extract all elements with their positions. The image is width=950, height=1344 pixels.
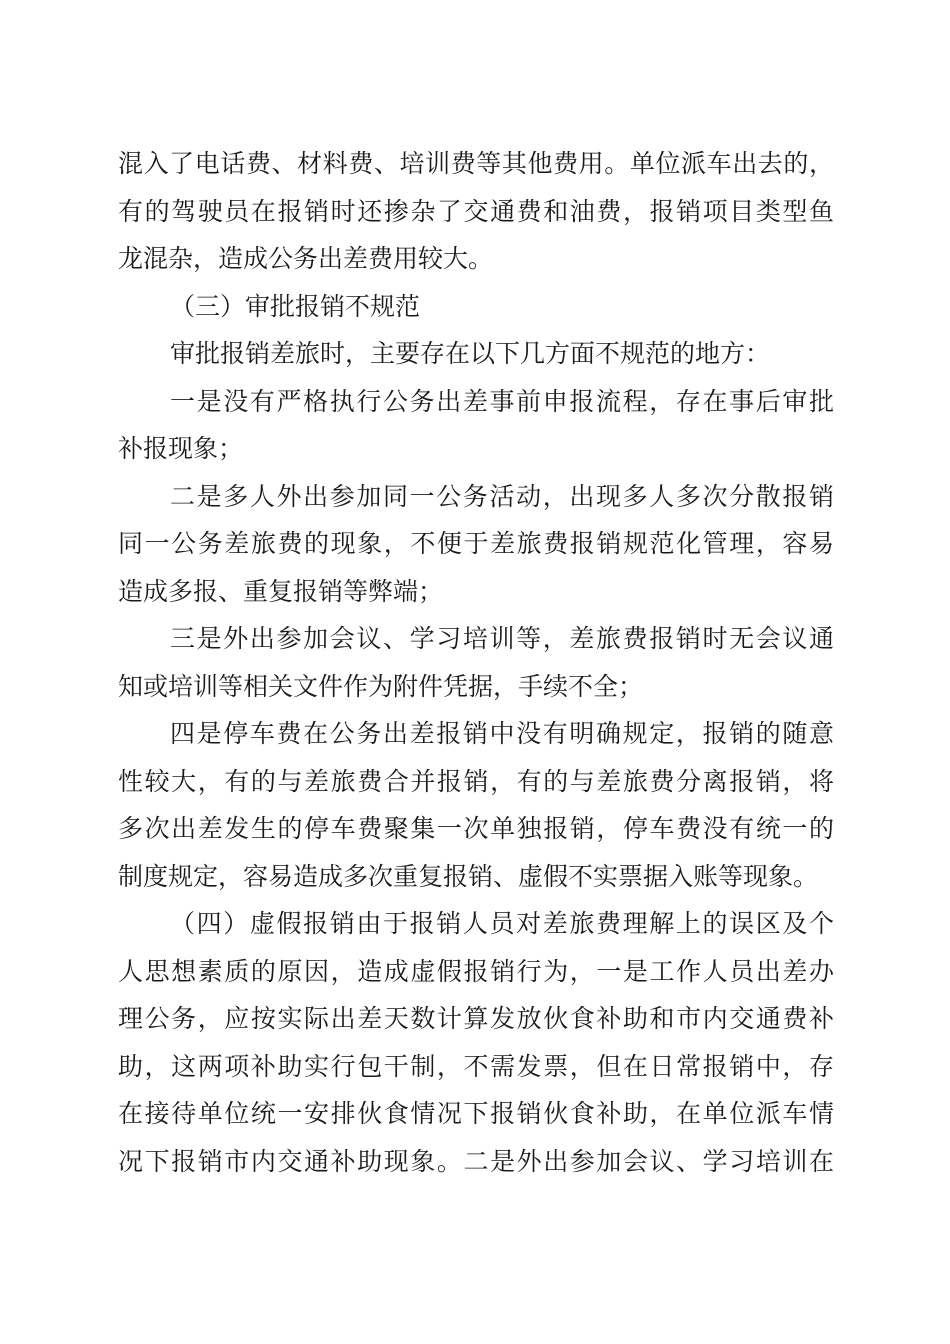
text-line: 四是停车费在公务出差报销中没有明确规定，报销的随意 [170, 719, 834, 748]
text-line: 龙混杂，造成公务出差费用较大。 [118, 244, 494, 273]
text-line: 在接待单位统一安排伙食情况下报销伙食补助，在单位派车情 [118, 1099, 834, 1128]
text-line: 造成多报、重复报销等弊端； [118, 576, 444, 606]
text-line: 人思想素质的原因，造成虚假报销行为，一是工作人员出差办 [118, 956, 834, 986]
text-line: 三是外出参加会议、学习培训等，差旅费报销时无会议通 [170, 624, 834, 653]
text-line: （四）虚假报销由于报销人员对差旅费理解上的误区及个 [170, 909, 834, 938]
text-line: 知或培训等相关文件作为附件凭据，手续不全； [118, 671, 644, 701]
text-line: 一是没有严格执行公务出差事前申报流程，存在事后审批 [170, 386, 834, 416]
text-line: 二是多人外出参加同一公务活动，出现多人多次分散报销 [170, 481, 834, 511]
text-line: 制度规定，容易造成多次重复报销、虚假不实票据入账等现象。 [118, 861, 819, 891]
text-line: 况下报销市内交通补助现象。二是外出参加会议、学习培训在 [118, 1146, 834, 1176]
text-line: 性较大，有的与差旅费合并报销，有的与差旅费分离报销，将 [118, 766, 834, 796]
text-line: 审批报销差旅时，主要存在以下几方面不规范的地方： [170, 339, 771, 368]
text-line: 多次出差发生的停车费聚集一次单独报销，停车费没有统一的 [118, 814, 834, 843]
text-line: 理公务，应按实际出差天数计算发放伙食补助和市内交通费补 [118, 1004, 834, 1033]
text-line: 补报现象； [118, 434, 244, 463]
text-line: 助，这两项补助实行包干制，不需发票，但在日常报销中，存 [118, 1051, 834, 1081]
text-line: 同一公务差旅费的现象，不便于差旅费报销规范化管理，容易 [118, 529, 834, 558]
text-line: 有的驾驶员在报销时还掺杂了交通费和油费，报销项目类型鱼 [118, 196, 834, 226]
text-line: （三）审批报销不规范 [170, 291, 421, 321]
text-line: 混入了电话费、材料费、培训费等其他费用。单位派车出去的， [118, 149, 834, 178]
document-body [118, 140, 834, 1185]
